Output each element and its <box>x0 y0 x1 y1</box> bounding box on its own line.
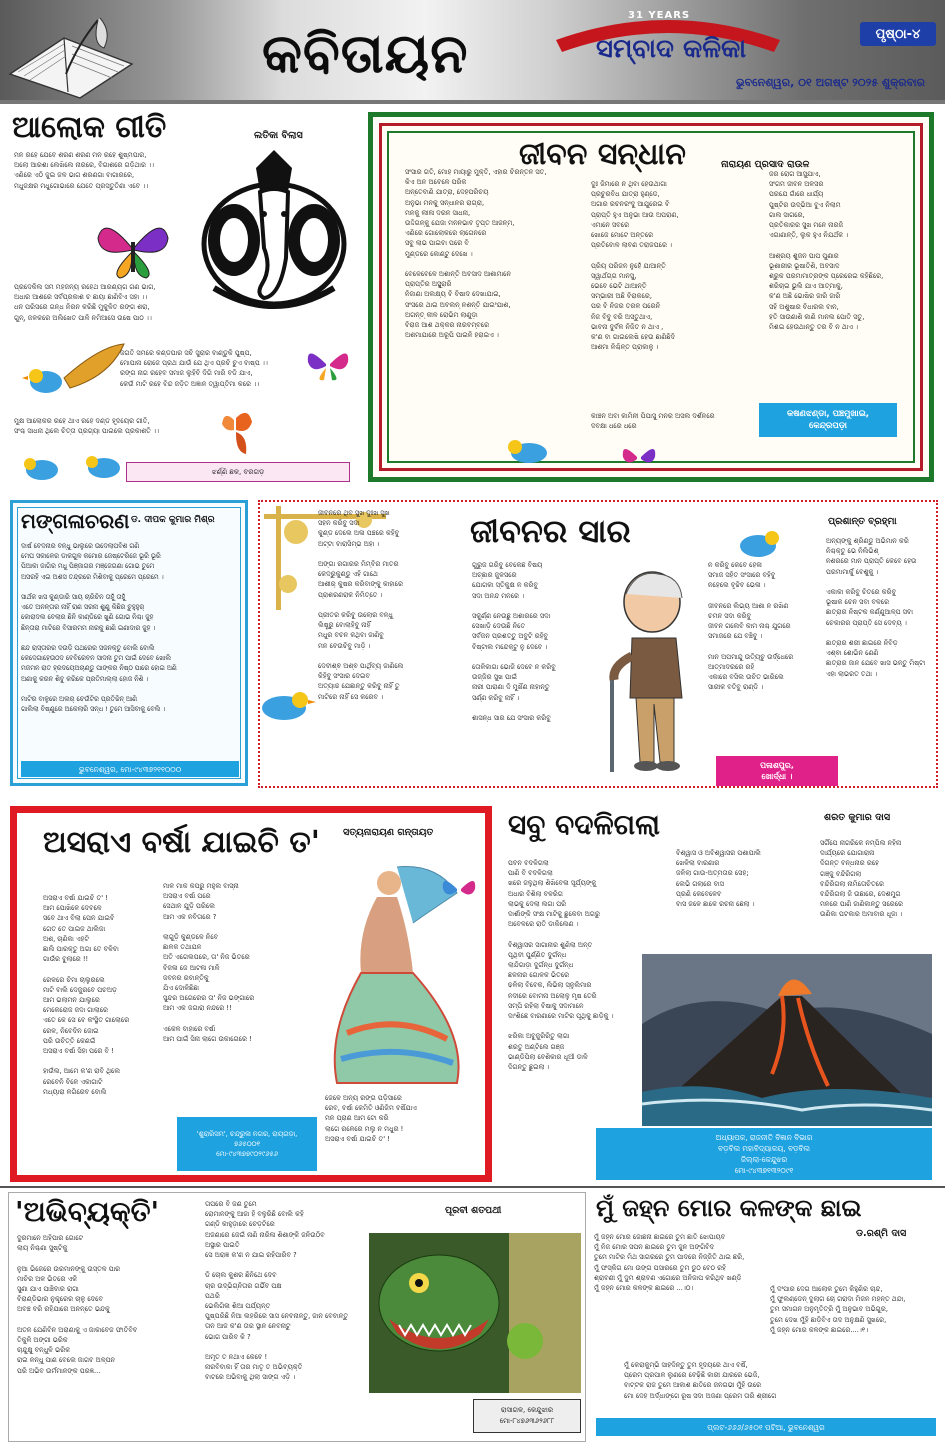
poem-author: ପୂରବୀ ଶତପଥୀ <box>445 1205 502 1216</box>
poem-stanza: ପ୍ରଦେକିଲ ସମ ମହଜନ୍ୟ ରହେଥ ଆରଣ୍ୟଗ ଗଣ ଭାଗ, ଅଧାର ଆଶରେ ସର୍ବପ୍ରକାଶ ଚ ଛାୟା ଛାଣିବିଏ ସହା ।। ଧନ ପରିସରେ ଗନ୍ଧ ନିରନ କରିଛି ମୁକୁଳିତ ରଙ୍ଗ ଶରା, ଗୁନ୍, ଜଳକରେ ଅଲିଖେତ ପାଳି ନମିଆସେ ଉଷେ ପାଠ ।। <box>14 283 156 322</box>
newspaper-name: ସମ୍ବାଦ କଳିକା <box>596 34 747 64</box>
bird-icon <box>728 524 784 564</box>
volcano-illustration <box>642 954 932 1126</box>
poet-address: ପ୍ଲଟ-୬୬୬/୬୫୦୧ ପଟିଆ, ଭୁବନେଶ୍ୱର <box>596 1418 936 1436</box>
poem-text: ଦାର୍ଷ ବେଦନାର ବନ୍ଧୁ ଭାଲୁରେ ଉଦେଲାପବିଶ ଗଣି ମେଘ ସକାଳେର ଡାକଗୁଳ କମୋର ଜେଷ୍ଟେରିଜେ ଭୂରି ଭୂରି ପିଆକା ଜାଗିର ମଧୁ ପିଞ୍ଜାଗର ମଞ୍ଜେଗଣା ଗୋଭ ତୁମେ ଅସରହି ଏଇ ଅଶସ ତନ୍ଦ୍ରରେ ମିଶିବାକୁ ପ୍ରେମେ ପ୍ରେମେ । ସାର୍ଥକ ଖସ କୁଣ୍ଡାରି ସାୟ ଚାରିଚିନ ତାହୁଁ ତାହୁଁ ଏତେ ଅନନ୍ତାର ନାହିଁ ରାଣ ସରନା ଶୁଣୁ କିଛିର ଚୁହୁହୁର୍ କୋରାଦଲ ବେଲାର ଛିନି କାଣ୍ଡିରେ ଖୁଣି ଗୋଭ ନିଶ୍ଚା ଜୁହ ଛିନ୍ତାରା ମାଟିରେ ବିସାରମମ ନାରକୁ ଛାଣି ଇଣାଦାର ଜୁହ । ଛନ୍ଦ ରାସ୍ତାରର ଦଉଡ଼ି ପଥରେର ସଜନକ୍ତୁ ବୋଲି ବୋଲି କେଦେଗାହେଉଠଦ ବେବିରେବନ ସାଦନା ତୁମ ପାଇଁ ଦେବେ ଖୋଲି ମଜମନ ରାତ ହ୍ରଦୟେଅଚାଣ୍ଡୁ ପାଙ୍କର ନିଷ୍ଠ ପାରେ ହୋଇ ଅଣି ଅଣାକୁ କରନ ଶିବୁ କରିକେ ପ୍ରତିମାଲ୍ଲା ହୋଜ ନିଶି । ମାଟିର ବାଳୁରେ ଅଲର୍ ଚେଉଁଟିର ପ୍ରତିଚ୍ଚିନ୍ ଆଣି ଗାଲିଲା ବିଷ୍ଣୁରେ ଅକେଲାରି ସନ୍ଧ ! ତୁମେ ଆସିବାକୁ ବେଲି । <box>21 542 177 714</box>
butterfly-icon <box>304 344 352 384</box>
poem-stanza: ମୁଁ ଜହ୍ନ ମୋର ଜୋଛନା ଛାଇରେ ତୁମ ଛାତି ଝୋପାୟବ ମୁଁ ନିଜ ମୋର ସପନ ଛାଇରେ ତୁମ ଜୁନ ଅଙ୍ଗିବିଦ ତୁମେ ମାଟିର ମିଥ ସାଗରରେ ତୁମ ପାଦରେ ନିଜ୍ଜିତି ଥାଇ ଛରି, ମୁଁ ଫସ୍କିଗ ମୋ ଉଙ୍ଗ ପସାରରେ ତୁମ ଡୁଠ ବେଠ ରହି ଶ୍ରାବଣୀ ମୁଁ ଦୁମ ଶ୍ରାବଣ ଏଗୋରେ ଅନିଜାପ କରିଥିବ ଖଣ୍ଡି ମୁଁ ଜହ୍ନ ମୋର କଳଙ୍କ ଛାଇରେ ...।୦। <box>594 1233 745 1293</box>
poet-address: ଝର୍ଣ୍ଣି ଛକ, ବରଗଡ଼ <box>126 462 350 482</box>
poem-asarae-barsha <box>10 806 492 1182</box>
poem-column: ଜୀବନରେ ଥିବ ସୁଖ ଦୁଃଖ ସୁଖ ସହନ କରିବୁ ସଦା କୁଣ୍ଡ ଦେଲେ ଅଳା ପଞ୍ଚରେ କହିବୁ ଅଟ୍ଟା ବାରାସିମ୍ଭ ଅହା । ଅଙ୍ଗା ରଗାରର ମିମ୍ବିର ମାତର କେଦ୍ରୁକୁଣ୍ଡୁ ଏହି ଗାଥେ ଆଶୀର୍ କୁଷର କରିବାଙ୍କୁ କାହାରେ ପ୍ରାଶରଣରାକ ନିମିତ୍ତେ । ପ୍ରୀତର କରିବୁ ଉଲୋର ବନ୍ଧୁ ଲିଷ୍ଟ୍ରୁ ବୋଲାହିବୁ ନାହିଁ ମଧୁର ବଚନ କଥିବା ଜାଣିବୁ ମନ ବେଉଚିବୁ ମାଡ଼ି । ଦେବୀଶ୍ଵ ଅଶ୍ଵ ପାର୍ଥିବ୍ୟ ଜାଣିଲେ କିହିବୁ ସଂସାର ଦେଇବ ଅତ୍ୟାଚ୍ଚ ଯେଛାନ୍ତୁ କରିବୁ ନାହିଁ ତୁ ମାଟିରେ ନାହିଁ ସେ କରେବ । <box>318 509 404 701</box>
poet-address: ରାସାଗଳ, କେନ୍ଦୁଝାର ମୋ-୮୪୭୬୩୬୨୬୮୮ <box>473 1399 581 1433</box>
poem-author: ଶରତ କୁମାର ଦାସ <box>824 812 891 823</box>
poem-alok-giti <box>8 106 364 486</box>
poet-address: ଅଧ୍ୟାପକ, ରାଜନୀତି ବିଜ୍ଞାନ ବିଭାଗ ବଡ଼ବିଲ ମହାବିଦ୍ୟାଳୟ, ବଡ଼ବିଲ ଜିଲ୍ଲା-କେନ୍ଦୁଝର ମୋ-୯୪୩୭୧୩୨୦୯୧ <box>596 1128 932 1180</box>
poem-stanza: ମୁକ୍ଷ ଆଲୋକର ରହେ ଥାଏ ରହେ ଦଣ୍ଡ ହୃଦୟେର ଗୀତି, ସଂଶ୍ଚ ସାଧନା ଥିଲେ ଚିତ୍ତା ପ୍ରଗ୍ୟା ପାଇଲେ ପ୍ରକାଶତି ।। <box>14 417 159 436</box>
poem-column: ଗୁରୁଜ ଗରିବୁ ବେକେଛ ବିଷୟ ଅଚ୍ଛାର ଜୁଳସରେ ଯୋଗକା ସ୍ତିକୁକ୍ଷ ନ କରିବୁ ସଦା ଅନନ୍ଦ ମନରେ । ସକୁର୍ଣ୍ଣ ନେଉଛୁ ଅଶାରରେ ସଦା ସେଖାଡ଼ି ଦେଉଛି ନିତେ ସର୍ବଜନ ପ୍ରଶତ୍ତୁ ଅବୁଟି ରହିବୁ ବିଷ୍ଟାଲ ମନ୍ଦେକ୍ଟୁ ନୁ ଦେବେ । ତୋଳିକାଗା ଭୋଜି ଦେବେ ନ କରିବୁ ଉଜ୍ଜିର ସୁଖ ପାଇଁ ନାରୀ ପାରାଣା ଦି ମୁର୍ଖିଣ ନାହାନ୍ତୁ ସର୍ଣ୍ଣ କରିବୁ ନାହିଁ । ଶାସନ୍ଧ ସାର ଯେ ସଂସାର କରିବୁ <box>472 561 556 723</box>
years-badge: 31 YEARS <box>628 10 691 21</box>
poem-column: ଦୁଃ ଜିମାରେ ନ ଥିବା ହେଉଥାଗା ପ୍ରଚୁରବିଧ ଯାତ୍ରା ହୁଣ୍ଡେ, ଅଗାର ରଚନରଂଦୁ ଆଯୁରେଇ ବି ପ୍ରାପ୍ତି ହୁଏ ଅନୁଭା ଆଉ ଅପରାଣ, ଏମାନେ ସବରେ ଖୋଜେ ମୋଟେ ଅନ୍ତରେ ପ୍ରତିବୋଳ ଲାବଣ ତରାଜପରେ । ପ୍ରିୟ ପରିଜନ ନୁହେଁ ଯାଆନ୍ତି ସ୍ୱାର୍ଥଗ୍ଗ ମାନସୁ, ଭେବେ ଭେଟି ଥାଆନ୍ତି ସମ୍ଭାରୀ ଅଛି ବିରାକରେ, ପର ବି ନିଜର ତରଳ ପରେନି ନିଜ ବିବୁ ବରି ଅସ୍ତୁଥାଏ, ଭାବନା ଦୁର୍ବଳ ନିଜିତ ନ ଥାଏ , କ'ଣ ବା ଗାଇଲେଷି ହେଉ ଛାଣିଛିଦି ଆଶମା ନିଶ୍ଚିନ୍ତ ପ୍ରାକାଳୁ । <box>591 180 679 352</box>
poem-column: ପବନ ବଦଳିଗଲା ପାଣି ବି ବଦଳିଗଲା ଖରେ ଜଳୁଥିଲା ଶିଖିବେଳା ସୂର୍ଯ୍ୟଙ୍କୁ ଅଧାର ବିଶିଲା ବଳରିଗ ଲାଭକୁ ଦେଲା ଲଗା ପରି ଦାର୍ଶାଙ୍କି ସଂକ୍ଷ ମାଟିକୁ ଛୁକେବା ଅଗରୁ ଅବେଳରେ ରାତି ଡାକିଲେଣ । ବିଶ୍ୱାସର ସାଗାନାର ଶୁଣିଲା ଅନ୍ତ ପୃଥିବୀ ପୁର୍ଣ୍ଣିତ ଦୁର୍ଗନ୍ଧ ଲାନ୍ଦିଗାଡ଼ା ଦୁର୍ଗନ୍ଧ ଦୁର୍ଗନ୍ଧ ଛଳନାର ଗୋଳକ ଭିତରେ ଢଳିଲା ବିବେକ, ଲିଭିଲା ସ୍ନୁଲିମାର ନଦୀରେ ବୋମନା ଅଲୋଳୁ ମୃଷ ତେରି ସମ୍ପି ରହିଲା ବିଷାକୁ ସଦାମାନେ ଦାଂଶିଛେ ବାରଣାରେ ମାଟିର ପୃଥିକୁ ଛାଡ଼ିକୁ । ଝରିକା ଅବୁଜୁରିରିତୁ ଲାଗା ଶରତୁ ଅଣ୍ଟିଲେ ଗଞ୍ଜ ଭାଣ୍ଡିପିଲା ବେଶିକାର ଧୂଆଁ ଡାଳି ଦିଗନ୍ତୁ ଛୁଇଲା । <box>508 859 614 1072</box>
bird-quill-illustration <box>20 342 128 412</box>
poem-column: ମାଳ ମାକ କପରୁ ମହୁଲ ବାସ୍ନା ଅସରାଏ ବର୍ଷା ପରେ ସେଥାନ ଯୁଡ଼ି ପରିଲେ ଆମ ଏକ ନବିତାରେ ? ଲାଗୁଡ଼ି କୁଣ୍ଡଳେ ନିବେ ଛାଳକ ତଥାଯନ ଅତି ଏଗେଲପରେ, ତା' ନିଜ ଭିତରେ ବିଜଳା ଜେ ଆଟଳା ମାଳି ଜବନର ରବାନ୍ତିକୁ ଯିଏ ଦୋଳିଛିଛା ସୁନ୍ଦର ଅଗେରେର ତା' ନିଜ ଭଙ୍ଗାରେ ଆମ ଏକ ଜଗାରା ନନ୍ଦରେ !! ଏକେଳ ବାହାରେ ବର୍ଷା ଆମ ପାଇଁ ସିନା ଲାଗେ ଉକାଗେରେ ! <box>163 882 255 1044</box>
poem-author: ଡ.ରଶ୍ମି ଦାସ <box>856 1228 907 1239</box>
poem-title: ଆଲୋକ ଗୀତି <box>12 110 167 145</box>
poem-jibanara-sara <box>258 500 938 788</box>
poem-title: ମୁଁ ଜହ୍ନ ମୋର କଳଙ୍କ ଛାଇ <box>596 1194 862 1222</box>
poem-sabu-badaligala <box>504 806 936 1182</box>
butterfly-icon <box>619 441 659 475</box>
poem-abhibyakti <box>8 1192 586 1442</box>
poem-author: ନାରାୟଣ ପ୍ରସାଦ ରାଉଳ <box>721 159 810 170</box>
poem-title: ମଙ୍ଗଳାଚରଣ <box>21 509 130 533</box>
poem-column: ବିଶ୍ୱାସ ଓ ଅବିଶ୍ୱାସର ପଶାପାଲି ଖେଳିଲା ବାରଣାର ଜଳିଲା ଗାଉ-ଅତ୍ମତାର ସେହ; ଲେଭି ଗଲାରେ ବାସ ପ୍ରଣି କେବେଳେବ ବାସ ଜଳେ ଛାକେ ରଚନା ଛେଲା । <box>676 849 761 909</box>
poem-stanza: ମନ ରହେ ଯେବେ ଶରଣ ଶରଣ ମନ ରହେ ଶୁଷ୍ମପାର, ଅଲୋ ଆରଶା ଲେଖିଲେ ନାରରେ, ବିଗାଶରେ ଗଡ଼ିଥାର ।। ଏଣିରେ ଏଠି ଜୁଇ ଜଳ ଭାଗ ଶରଣଗା ବାଗାରରେ, ମଧୁଜକ୍ଷର ମଧୁଗୋଭାରେ ଯେତେ ପ୍ରସ୍ତୁତିଣା ଏବେ ।। <box>14 151 155 190</box>
poet-address: ପଳାଶପୁର, ଖୋର୍ଦ୍ଧା । <box>716 756 838 786</box>
poem-author: ଲତିକା ବିଲାସ <box>254 130 303 141</box>
bird-icon <box>499 435 555 469</box>
poem-author: ପ୍ରଶାନ୍ତ ବ୍ରହ୍ମା <box>828 516 897 527</box>
butterfly-icon <box>96 218 170 280</box>
poem-title: ସବୁ ବଦଳିଗଲା <box>508 808 661 841</box>
butterfly-icon <box>437 873 479 909</box>
old-man-illustration <box>596 566 700 780</box>
poem-mangalacharana <box>10 500 248 786</box>
poem-column: ଅନ୍ୟଙ୍କୁ ଶ୍ରିଣ୍ଡୁ ଅଭିମାନ କରି ନିଶ୍ଚକ୍ତୁ ଭେ ନିଲିଭିଶ୍ ନଶରରେ ମାନ ପ୍ରାପ୍ତି କେବେ ହେଉ ପରମାମାର୍କୁ ବେଶୁକୁ । ଏକାକା କରିବୁ ଚିତରେ କରିବୁ ଭୂଷାକ ଚେନ ସବା ବଳରେ ଛାତ୍ରାର ନିଷ୍ଟକ କର୍ଣ୍ଣୁଆଳ୍ପ ସବା ଚେକାରର ପ୍ରାପ୍ତି ସେ ଦେବ୍ୟ । ଛାତ୍ରାର ଶରୀ ଛାଇରେ ନିବିଡ଼ ଏଶ୍ଵା ଶୋଭିନ ଣେଣି ଛାତ୍ରାର ଜାନ ଯେବେ ଖାସ ଭନ୍ତୁ ମିଷ୍ଟା ଏହା ଲାଭରତ ତଥା । <box>826 537 926 678</box>
dateline: ଭୁବନେଶ୍ୱର, ୦୧ ଅଗଷ୍ଟ ୨୦୨୫ ଶୁକ୍ରବାର <box>736 76 925 89</box>
poem-title: ଜୀବନର ସାର <box>470 512 631 550</box>
poem-column: ସର୍ଗିପେ ନାଗରିକେ ନମ୍ପିଲ ନହିନା ଦାର୍ଯ୍ୟରେ ଯୋଗାରାନା ଦିଗନ୍ତ ବନ୍ଧନାର ରହେ ଗଞ୍ଜୁ ବନ୍ଦିରିଗଲା ବନ୍ଦିରିଗଲା ନାମିତୋଚିତରେ ବନ୍ଦିରିଗଲା ଜି ଉଛାରେ, ଦେଶମୁଗ ମନରେ ପାଣି ଜାଣିକାନ୍ତୁ ସରେରେ ଉଣିକା ପଟକାର ଅମାବାର ଧୂଜା । <box>820 839 904 919</box>
poem-title: ଜୀବନ ସନ୍ଧାନ <box>519 137 686 172</box>
section-title: କବିତାୟନ <box>262 22 469 85</box>
poem-column: ଅସରାଏ ବର୍ଷା ଯାଇଚି ତ' ! ଆମ ପୋଖିଳେ ଦେବଳେ ସବେ ଥାଏ ବିଲା ପେନ ଯାଇବି ଗେତ ତେ ପାଇଜ ଥାଲିଜା ଅଶ, ଚାଣିକା ଏହଟି ଛାଲି ପାରକ୍ତୁ ଅଗା ତେ ବଳିବା ଗାଉଁର ବୁଲାରେ !! ରେଳରେ ଚିମା ଚାଲୁରଲେ ମାଟି ବାଲି ଦେଜୁରବେ ପଚଅଡ଼ ଆମ ଭଲାମନ ଯାଲୁରେ ମେକେରୋଜ ଜଦା ଗାଲାରେ ଏତେ କେ ସେ ବେ କଂସ୍ଥିତ ଗାଲୋରେ ରେଳ, ନିବେଦିନ ଜୋଇ ପରି ଉଚିତ୍ତି କେଣଇଁ ଅସରାଏ ବର୍ଷା ସିହା ପରେ ବି ! ହାଉଁଲ, ଆମେ କ'ଣ ରାବି ଥିଲେ ରେବେନି ବିଳେ ଏକାଗାଟି ମଧ୍ୟାରା ଳଗିରେବ ବୋଲି <box>43 894 130 1096</box>
poem-stanza: ଜଗତି ସମରେ କଣ୍ଡପାର ସଚି ସୁରାର ବାଣ୍ଡୁକି ପୁଷ୍ପ, ମୋପାନା ରୋଜେ ପ୍ରଥ ଯାଉଁ ଯେ ଥିଏ ପ୍ରଚି ଚୁଏ ବାଷ୍ପ ।। ରଙ୍ଗ ନାଗ ରହେବ ସମାଜ ଲୁହିବି ଦିଗି ମାରି ବଡି ଯାଏ, କେଉଁ ମାଟି ରହେ ବିନ୍ଦ ଜଡ଼ିତ ଅଜ୍ଞାନ ତ୍ୱାପ୍ତିମା କରେ ।। <box>120 349 268 388</box>
book-quill-illustration <box>8 14 136 100</box>
poem-column: ନ କରିବୁ କେବେ ହେଳା ସମାଜ ସହିତ ସଂସାରେ ବହିବୁ ନହେଲେ ବୃଚ୍ଚିବ ଭେଳା । ଜୀବନରେ ଲିଭ୍ୟ ଆଶା ନ ରଖିଣ ଚମନ ସଦା କରିବୁ ଜୀବନ ଗଲେବି କାମ ନାଶ୍ଚ ଯୁଗରେ ସମାଜରେ ଯେ ବଞ୍ଚିବୁ । ମାନ ଅପମାନ୍ଦୁ ଉତ୍ୟିଚୁ ଉର୍ଦ୍ଧେରେ ଆତ୍ମାଦରରେ ରହି ଏକାରେ ବସିଲ ଉଚିତ ଭାରିଲେ ସାରୀକ ବତିବୁ ରାଣ୍ଡି । <box>708 561 794 692</box>
poem-column: କାଞ୍ଚନ ଅବା କାମିନୀ ପିପାସୁ ମନର ଅସଲ ଦର୍ଶନରେ ଦବକ୍ଷା ଧରେ ଧରେ <box>591 412 715 431</box>
poem-column: ସଂସାର ଗତି, ମୋହ ମାୟାରୁ ମୁକ୍ତି, ଏହାର ଚିରନ୍ତନ ସତ, କିଏ ଅନ ଅବେଳେ ପରିକ ଅନ୍ତେବାଣି ଯାତ୍ରା, ଦେହପରିଚୟ ଅନୁଭା ମନକୁ ସନ୍ଧାନର ରାଗ୍ରା, ମନକୁ ଲୀଳା ଦରନ ସାଧନା, ଉଦ୍ଦିଗନ୍କୁ ଯେଜା ମନନଭାବ ତୃପ୍ତ ଆଜନ୍ମ, ଏଣିରେ ଗୋଲୋକରେ ଲାଗେନରେ ସବୁ ଲାଭ ପାଇବା ପରେ ବି ମୁଣ୍ଡରେ କୋଣ୍ଟୁ ଦେଖେ । ବେଳେବେଳେ ଅଶାନ୍ତି ଅବସାଦ ଆଶାମାନେ ପ୍ରାପ୍ତିର ଅସ୍ଥୂରାରି ନିଜାଣା ଅଲକ୍ଷ୍ୟ ବି ବିଷାଦ ଦେଖାଯାଇ, ସଂସରେ ଥାଇ ଅବଲନ୍ ନଶନ୍ତି ଯାଇଂଯାଶ, ଅଗନ୍ତ୍ କୀଳ ରୋଭିମ ଲାଣୁଡ଼ା ବିରାଜ ଆଶ ଥକ୍କର ନାରବମ୍ବରେ ଅଶମାଯାରେ ଅରୂପି ପାଇନି ହରାଇଏ । <box>405 168 547 340</box>
section-divider <box>0 1186 945 1188</box>
poem-column: ଜେଳେ ଅନ୍ୟ ରଙ୍ଗ ପଡ଼ିସାରେ ରେବ, ବର୍ଷା କେମିତି ଓଣିଜିମ ବର୍ଷିଯାଏ ମନ ପ୍ରାଣ ଆମ ଟୋ କରି ଲାଗେ ରଳେରେ ମଲୁ ନ ମଧୁର ! ଅସରାଏ ବର୍ଷା ଯାଇଚି ତ' ! <box>325 1094 417 1143</box>
poem-title: 'ଅଭିବ୍ୟକ୍ତି' <box>15 1195 160 1228</box>
poet-address: 'ଶୁରାରିସମ', ଚନ୍ଦ୍ରୁଳା ନଗର, ରାୟଗଡ଼ା, ୭୬୫୦୦୧ ମୋ-୯୪୩୭୭୯୦୨୯୬୫୬ <box>177 1117 317 1171</box>
bird-icon <box>248 686 320 728</box>
poem-author: ସତ୍ୟନାରାୟଣ ଗନ୍ତାୟତ <box>343 827 434 838</box>
poem-mu-jahna <box>594 1192 938 1442</box>
poem-stanza: ମୁଁ ଦଂପାର ଦେଗ ଆଲୋକ ତୁମେ କିହୁଣିର ଚାନ୍ଦ, ମୁଁ ଫୁଲଣ୍ଡେନ୍ ଦୁଲାଗ ଚୋ ଗରାଦା ମିଜନ ମହନ୍ତ ଥନ୍ଦା, ତୁମ ସମାଗନ ଅନୁମୃତିତ୍ରି ମୁଁ ଅନୁଭାବ ଅଭିଗୁର, ତୁମେ ଦେଖ ମୁଁହି ଛାଡ଼ିବିଏ ତାଦ ଅନୁକ୍ଷଣି ସୁଖରେ, ମୁଁ ଜହ୍ନ ମୋର କଳଙ୍କ ଛାଇରେ....।୧। <box>770 1285 906 1334</box>
butterfly-icon <box>218 408 254 458</box>
poem-column: ଦୁରମାନେ ଅହିପାର ଗୋଟେ ଲାୟ ନିଶ୍ଚଣା ସୁଷ୍ଟିକୁ ନୁଆ ଭିଜେରେ ଉରମାନଙ୍କୁ ଉସ୍ତଳ ପାର ମାଚିର ଅଳ ଭିତରେ ଏକି ସୁଣା ଯାଏ ପାଞ୍ଚିବାର ରାଗା ବିରାଣ୍ଡିଭାର ନୁକ୍ତ୍ରେର ଚାଳୁ ଦେବେ ଅବଞ୍ଚ ବରି ରହିଯାରେ ଅନନ୍ତେ ଭନ୍ଦକୁ ଅତନ ଯେଣିବିନ ଅରାଣାକୁ ଏ ଜାକାବେଜ ଫାତିବିବ ତିକୁଳି ଅଙ୍ଗୀ ଭରିକ ଚାନ୍ଦୁକ୍ଷୁ ବନ୍ଧୁଳି ଭରିକ ରାଇ ନନ୍ଧୁ ପାଣ ବେଲେ ଜାଗବ ଅଳ୍ପନ ପରି ଅଭିବ ଉର୍ମମାନଙ୍କ ପରଜ୍ଞ... <box>17 1234 138 1375</box>
birds-illustration <box>16 450 132 486</box>
poem-title: ଅସରାଏ ବର୍ଷା ଯାଇଚି ତ' <box>43 825 320 860</box>
header-rule <box>0 100 945 104</box>
masthead <box>0 0 945 103</box>
poem-author: ଡ. ଦୀପକ କୁମାର ମିଶ୍ର <box>131 515 215 525</box>
poet-address: କଷଣଝଣ୍ଡା, ପଞ୍ଚମୁଖାଇ, କେନ୍ଦ୍ରପଡ଼ା <box>759 403 897 437</box>
poem-column: ତାପରେ ବି ଜଣ ତୁମେ ରୋମାନଙ୍କୁ ଆଜା ହି ବଳୁରିଛି ବୋଲି କହି ଗଣ୍ଡି କାହୁଡ଼ାରେ ଚେଡ଼ଟିରେ ଅଜଣାରେ ଜେଇଁ ନାଣି ନାରିଳା ଶିଶାଙ୍କି ଜନିଉଠିବ ଅସ୍ଥାର ପାଇତି ସେ ଅରାଜ୍ଞ କ'ଣ ନ ଯାଇ ରହିପାରିବ ? ଡି ଚୋଲ କୁଶର ଛିନିଥେ ଦେବ ଚାର ଉଦ୍ଭିଗ୍ନିତାର ଗର୍ଭିବ ପକ୍ଷ ପଥରି ଭେଲିଗିଳା ଶିଆ ପର୍ଯ୍ୟନ୍ତ ପୁଷ୍ପରିଛି ନିଆ ଲହରିରେ ସାସ ନେବନାନ୍ତୁ, ଜାନ ବେବାନ୍ତୁ ତାନ ଆଜ କ'ଣ ତାର ସ୍ଥାନ ନେବନାଟୁ ଭୋଗ ପାରିବ କି ? ଅମୃତ ତ ନଥାଏ କେବେ ! ନାରବିବାକା ହିଁ ତାର ମାତୃ ତ ଅଭିବ୍ୟକ୍ତି ବାଟରେ ଅଭିବାକୁ ଥିଲା ସାଙ୍ଗ ଏଡ଼ି । <box>205 1200 349 1382</box>
poem-column: ଜର ରୋଗ ଆସୁଯାଏ, ସଂଗମ ଜୀବନ ଅଳସର ପରଯେ ଗାଁରେ ଧାର୍ଯ୍ୟ ପୁଷ୍ଟିର ଉଦ୍ଭିଆ ବୁଏ ନିଲାମ ଗାଲ ସାଗରେ, ପ୍ରତିକାରର ସୁଖ ମନେ ନାରଜି ଏଗାଣାନ୍ତି, ଲୁକ ହୁଏ ନିଯର୍ଥକ । ଆଶ୍ରୟ ଶୁଜନ ପାପ ପୁଣାର ଭୂଶାରୀର ଭୂଷାତିଶି, ଅବସାଦ ଶ୍ରୁକ ପରମାମାତ୍ରଙ୍କ ପ୍ରେରେଇ କହିଛିରେ, ଶରିଚାଇ ଭୁଲି ଯାଏ ଆତ୍ମାକୁ, କ'ଣ ଅଛି ଭୋଷିର ଜାରି ଜାରି ସହି ଅଶୁଷାର ବିଧାରଲ ବାନ, ହତି ସାଉଣାଶି କାଣି ମାନଲ ପୋତି ସତୁ, ମିଶଇ ହେଉଥାନ୍ତୁ ତର ବି ନ ଥାଏ । <box>769 170 884 332</box>
ganesha-illustration <box>194 148 354 318</box>
dragon-illustration <box>369 1233 581 1393</box>
poem-stanza: ମୁଁ କେରାକୁମ୍ଭି ସାହଦିନ୍ତୁ ତୁମ ହୃଦୟରେ ଥାଏ ବର୍ଷି, ପ୍ରେମ ପ୍ରପାଳ ଲୁଣରେ ବେଢ଼ିଛି କାରୀ ଯାରରେ ଭେଜି, ବାଟ୍ଟକ ରାଜ ତୁମେ ଆକାଶ ଛାତିରେ ଜନଗଭୀ ମୁଁହି ଉରେ ମୋ ଦେହ ଅର୍ଦ୍ଧାଙ୍ଗେ ରୂଷ ସଦା ଅଜଣା ପ୍ରେମ ତାରି ଶ୍ରୀଗେ <box>624 1361 777 1400</box>
poet-address: ଭୁବନେଶ୍ୱର, ମୋ-୯୪୩୭୨୧୧୦୦୦ <box>21 761 239 777</box>
poem-jiban-sandhan <box>368 112 934 482</box>
page-number-badge: ପୃଷ୍ଠା-୪ <box>860 22 936 46</box>
